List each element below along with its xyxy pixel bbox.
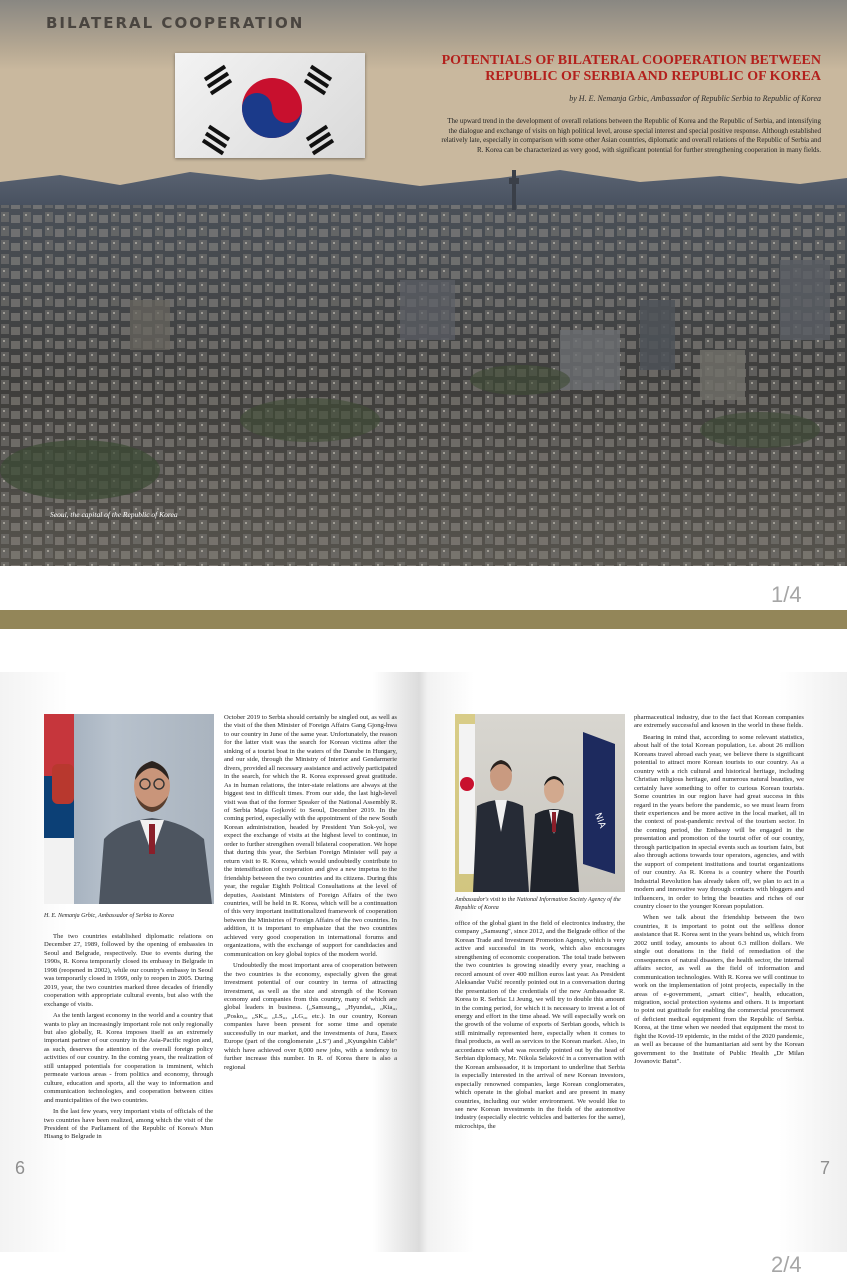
- article-byline: by H. E. Nemanja Grbic, Ambassador of Republic Serbia to Republic of Korea: [569, 94, 821, 103]
- page-number-right: 7: [820, 1158, 831, 1178]
- korean-flag-image: [175, 53, 365, 158]
- paragraph: Bearing in mind that, according to some relevant statistics, about half of the total Korean population, i.e. about 26 million Koreans travel abroad each year, we believe there is significant potential to attract more Korean tourists to our country. As a country with a rich cultural and historical heritage, including Christian religious heritage, and numerous natural beauties, we certainly have something to offer to curious Korean tourists. Some countries in our region have had great success in this regard in the years before the pandemic, so we must learn from their experiences and be more active in the local market, all in the context of post-pandemic revival of the tourism sector. In the coming period, the Embassy will be engaged in the presentation and promotion of the tourist offer of our country, through participation in special events such as tourism fairs, but also through actions towards tour operators, agencies, and with the support of competent institutions and tourist organizations of our country. As R. Korea is a country where the Fourth Industrial Revolution has already taken off, we plan to act in a modern and innovative way through contacts with bloggers and influencers, in order to bring the beauties and riches of our country closer to the younger Korean population.: [634, 733, 804, 910]
- section-title: BILATERAL COOPERATION: [46, 14, 305, 32]
- article-column-2: [224, 714, 397, 1252]
- ambassador-figure-icon: [44, 714, 214, 904]
- taegukgi-icon: [175, 53, 365, 158]
- meeting-figures-icon: [455, 714, 625, 892]
- nia-flag-text: NIA: [592, 811, 607, 830]
- paragraph: office of the global giant in the field of electronics industry, the company „Samsung", since 2012, and the Belgrade office of the Korean Trade and Investment Promotion Agency, which is very active and successful in its work, which also encourages strengthening of economic cooperation. The total trade between the two countries is growing steadily every year, reaching a record amount of over 400 million euros last year. As President Aleksandar Vučić recently pointed out in a conversation during the presentation of the credentials of the new Ambassador R. Korea to R. Serbia: Li Jeung, we will try to double this amount in the coming period, for which it is necessary to invest a lot of energy and effort in the time ahead. We will especially work on the growth of the volume of exports of Serbian goods, which is still minimally represented here, especially when it comes to final products, as well as services to the Korean market. Also, in accordance with what was recently pointed out by the head of Serbian diplomacy, Mr. Nikola Selaković in a conversation with the Korean ambassador, it is important to underline that Serbia is especially interested in the arrival of new Korean investors, especially renowned companies, large Korean conglomerates, which operate in the global market and are present in many countries, including our wider environment. We would like to see new Korean investments in the fields of the automotive industry (especially electric vehicles and batteries for the same), microchips, the: [455, 920, 625, 1130]
- nia-photo-caption: Ambassador's visit to the National Information Society Agency of the Republic of Korea: [455, 897, 621, 911]
- paragraph: As the tenth largest economy in the world and a country that wants to play an increasingly important role not only regionally but also globally, R. Korea imposes itself as an extremely important partner of our country in the Asia-Pacific region and, as such, deserves the attention of the overall foreign policy activities of our country. In the coming years, the realization of still untapped potentials for cooperation is imminent, which permeate various areas - from politics and economy, through culture, education and sports, all the way to information and communication technologies, and cooperation between cities and municipalities of the two countries.: [44, 1012, 213, 1104]
- photo-caption: Seoul, the capital of the Republic of Korea: [50, 510, 178, 519]
- paragraph: Undoubtedly the most important area of cooperation between the two countries is the economy, especially given the great investment potential of our country in terms of attracting investment, as well as the size and strength of the Korean economy and companies from this country, many of which are global leaders in business. („Samsung„, „Hyundai„, „Kia„, „Posko„, „SK„, „LS„, „LG„, etc.). In our country, Korean companies have been present for some time and operate successfully in our market, and the investments of Jura, Essex Europe (part of the conglomerate „LS") and „Kyungshin Cable" which have achieved over 8,000 new jobs, with a tendency to further increase this number. In R. of Korea there is also a regional: [224, 962, 397, 1071]
- paragraph: October 2019 to Serbia should certainly be singled out, as well as the visit of the then Minister of Foreign Affairs Gang Gjong-hwa to our country in June of the same year. Unfortunately, the reason for the latter visit was the search for Korean victims after the sinking of a tourist boat in the waters of the Danube in Hungary, and our side, through the Ministry of Interior and Gendarmerie divers, provided all necessary assistance and actively participated in the search, for which the R. Korea expressed great gratitude. As in human relations, the inter-state relations are always at the biggest test in difficult times. From our side, the last high-level visit was that of the former Speaker of the National Assembly R. of Serbia Maja Gojković to Seoul, December 2019. In the coming period, especially with the appointment of the new South Korean administration, headed by President Yun Sok-yol, we expect the exchange of visits at the highest level to continue, in order to further strengthen overall bilateral cooperation. We hope that during this year, the Serbian Foreign Minister will pay a return visit to R. Korea, which would undoubtedly contribute to the intensification of cooperation and give a new impetus to the friendship between the two countries and its citizens. During this year, the regular Eighth Political Consultations at the level of deputies, Assistant Ministers of Foreign Affairs of the two countries, will be held in R. Korea, which will be a continuation of this very important institutionalized framework of cooperation between the Ministries of Foreign Affairs of the two countries. In addition, it is important to emphasize that the two countries achieved very good cooperation in international forums and organizations, with the exchange of support for candidacies and communication on key global topics of the modern world.: [224, 714, 397, 958]
- article-column-4: [634, 714, 804, 1252]
- article-headline: [401, 53, 821, 85]
- ambassador-portrait-photo: [44, 714, 214, 904]
- paragraph: In the last few years, very important visits of officials of the two countries have been realized, among which the visit of the President of the Parliament of the Republic of Korea's Mun Hisang to Belgrade in: [44, 1108, 213, 1141]
- paragraph: The two countries established diplomatic relations on December 27, 1989, followed by the opening of embassies in Seoul and Belgrade, respectively. Due to events during the 1990s, R. Korea temporarily closed its embassy in Belgrade in 1998 (reopened in 2002), while our country's embassy in Seoul was temporarily closed in 1999, only to reopen in 2005. During 2019, year, the two countries marked three decades of friendly cooperation with appropriate cultural events, but also with the exchange of visits.: [44, 933, 213, 1008]
- headline-line-2: REPUBLIC OF SERBIA AND REPUBLIC OF KOREA: [485, 69, 821, 84]
- viewer-page-indicator-2: 2/4: [771, 1252, 802, 1277]
- nia-visit-photo: [455, 714, 625, 892]
- paragraph: pharmaceutical industry, due to the fact that Korean companies are extremely successful and known in the world in these fields.: [634, 714, 804, 730]
- article-column-1: [44, 933, 213, 1253]
- spread-page-2: [0, 672, 847, 1252]
- headline-line-1: POTENTIALS OF BILATERAL COOPERATION BETWEEN: [441, 53, 821, 68]
- page-number-left: 6: [15, 1158, 26, 1178]
- article-column-3: [455, 920, 625, 1252]
- spread-page-1: [0, 0, 847, 566]
- viewer-page-indicator-1: 1/4: [771, 582, 802, 607]
- paragraph: When we talk about the friendship between the two countries, it is important to point out the selfless donor assistance that R. Korea sent in the years behind us, which from 2002 until today, amounts to about 6.3 million dollars. We single out donations in the field of remediation of the consequences of natural disasters, the health sector, the internal affairs sector, as well as the field of information and communication technologies. With R. Korea we will continue to work on the implementation of joint projects, especially in the areas of e-government, „smart cities", health, education, migration, social protection systems and others. It is important to point out gratitude for enabling the commercial procurement of deficient medical equipment from the Republic of Serbia. Korea, at the time when we needed that equipment the most to fight the Kovid-19 epidemic, in the midst of the 2020 pandemic, as well as because of the humanitarian aid sent by the Korean government to the Institute of Public Health „Dr Milan Jovanovic Batut".: [634, 914, 804, 1066]
- article-lede: The upward trend in the development of overall relations between the Republic of Korea and the Republic of Serbia, and intensifying the dialogue and exchange of visits on high political level, arouse special interest and special positive response. Although established relatively late, especially in comparison with some other Asian countries, diplomatic and overall relations of the Republic of Serbia and R. Korea can be characterized as very good, with significant potential for further strengthening cooperation in many fields.: [441, 117, 821, 154]
- portrait-caption: H. E. Nemanja Grbic, Ambassador of Serbia to Korea: [44, 913, 174, 919]
- page-separator-bar: [0, 610, 847, 629]
